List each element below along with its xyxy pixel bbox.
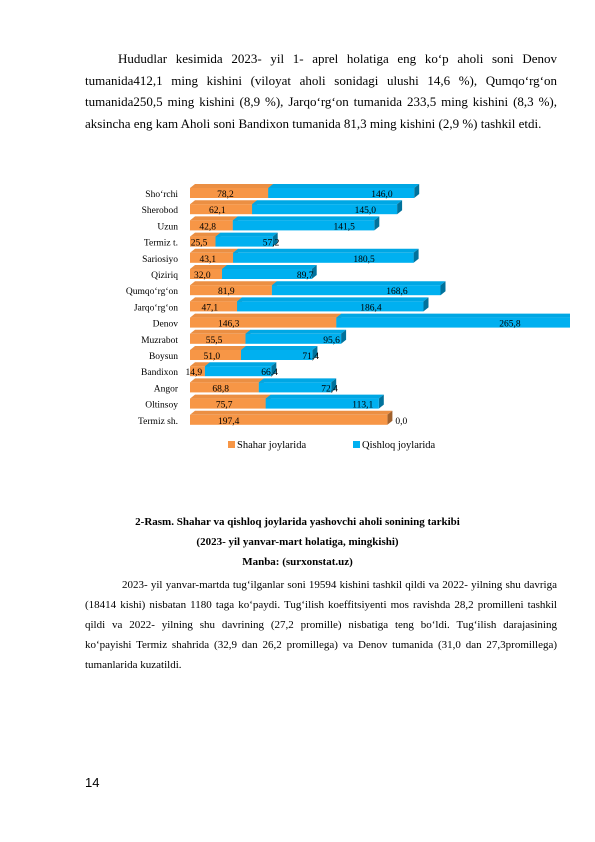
rural-bar xyxy=(233,216,379,233)
data-label: 51,0 xyxy=(203,352,221,362)
data-label: 145,0 xyxy=(354,206,376,217)
data-label: 81,9 xyxy=(218,287,235,298)
data-label: 66,4 xyxy=(261,368,278,379)
category-label: Sherobod xyxy=(141,206,178,217)
data-label: 197,4 xyxy=(218,416,240,427)
data-label: 168,6 xyxy=(386,287,408,298)
legend-swatch xyxy=(353,441,360,448)
data-label: 68,8 xyxy=(212,384,230,395)
category-label: Termiz t. xyxy=(143,238,178,249)
category-label: Boysun xyxy=(148,352,178,362)
data-label: 55,5 xyxy=(205,335,223,346)
category-label: Sariosiyo xyxy=(142,254,178,265)
data-label: 146,3 xyxy=(218,319,240,330)
page-number: 14 xyxy=(85,775,100,790)
urban-bar xyxy=(190,314,341,328)
rural-bar xyxy=(272,281,446,298)
category-label: Muzrabot xyxy=(141,335,178,346)
data-label: 186,4 xyxy=(360,303,382,314)
data-label: 62,1 xyxy=(209,206,226,217)
data-label: 14,9 xyxy=(185,368,203,379)
data-label: 113,1 xyxy=(352,400,374,411)
category-label: Termiz sh. xyxy=(138,416,178,427)
intro-paragraph: Hududlar kesimida 2023- yil 1- aprel holatiga eng ko‘p aholi soni Denov tumanida412,1 ming kishini (viloyat aholi sonidagi ulushi 14,6 %), Qumqo‘rg‘on tumanida250,5 ming kishini (8,9 %), Jarqo‘rg‘on tumanida 233,5 ming kishini (8,3 %), aksincha eng kam Aholi soni Bandixon tumanida 81,3 ming kishini (2,9 %) tashkil etdi. xyxy=(85,51,557,131)
category-label: Sho‘rchi xyxy=(145,190,178,200)
figure-caption-source: Manba: (surxonstat.uz) xyxy=(242,556,353,568)
category-label: Jarqo‘rg‘on xyxy=(133,303,178,314)
category-label: Oltinsoy xyxy=(145,400,178,411)
population-stacked-bar-chart xyxy=(110,176,570,466)
data-label: 43,1 xyxy=(199,254,217,265)
data-label: 0,0 xyxy=(395,416,408,427)
legend-label: Qishloq joylarida xyxy=(362,440,436,451)
category-label: Angor xyxy=(153,384,178,395)
category-label: Bandixon xyxy=(141,368,178,379)
category-label: Qiziriq xyxy=(151,271,178,281)
data-label: 47,1 xyxy=(201,303,219,314)
legend-label: Shahar joylarida xyxy=(237,440,307,451)
rural-bar xyxy=(233,249,419,263)
data-label: 25,5 xyxy=(190,238,208,249)
data-label: 75,7 xyxy=(215,400,233,411)
data-label: 265,8 xyxy=(499,319,521,330)
data-label: 141,5 xyxy=(333,222,355,233)
data-label: 71,4 xyxy=(302,352,320,362)
category-label: Uzun xyxy=(157,222,178,233)
body-paragraph: 2023- yil yanvar-martda tug‘ilganlar soni 19594 kishini tashkil qildi va 2022- yilning shu davriga (18414 kishi) nisbatan 1180 taga ko‘paydi. Tug‘ilish koeffitsiyenti mos ravishda 28,2 promilleni tashkil qildi va 2022- yilning shu davrining (27,2 promille) nisbatiga teng bo‘ldi. Tug‘ilish darajasining ko‘payishi Termiz shahrida (32,9 dan 26,2 promillega) va Denov tumanida (31,0 dan 27,3promillega) tumanlarida kuzatildi. xyxy=(85,579,557,671)
rural-bar xyxy=(237,297,428,314)
rural-bar xyxy=(252,200,402,217)
data-label: 78,2 xyxy=(217,190,234,200)
data-label: 32,0 xyxy=(194,271,211,281)
figure-caption-subtitle: (2023- yil yanvar-mart holatiga, mingkishi) xyxy=(196,536,399,548)
category-label: Qumqo‘rg‘on xyxy=(125,287,178,298)
data-label: 146,0 xyxy=(371,190,393,200)
data-label: 89,7 xyxy=(296,271,314,281)
rural-bar xyxy=(336,314,570,328)
data-label: 180,5 xyxy=(353,254,375,265)
category-label: Denov xyxy=(152,319,178,330)
data-label: 95,6 xyxy=(323,335,340,346)
legend-swatch xyxy=(228,441,235,448)
data-label: 57,2 xyxy=(262,238,280,249)
figure-caption-title: 2-Rasm. Shahar va qishloq joylarida yashovchi aholi sonining tarkibi xyxy=(135,516,460,528)
data-label: 42,8 xyxy=(199,222,217,233)
rural-bar xyxy=(268,184,419,198)
data-label: 72,4 xyxy=(321,384,338,395)
